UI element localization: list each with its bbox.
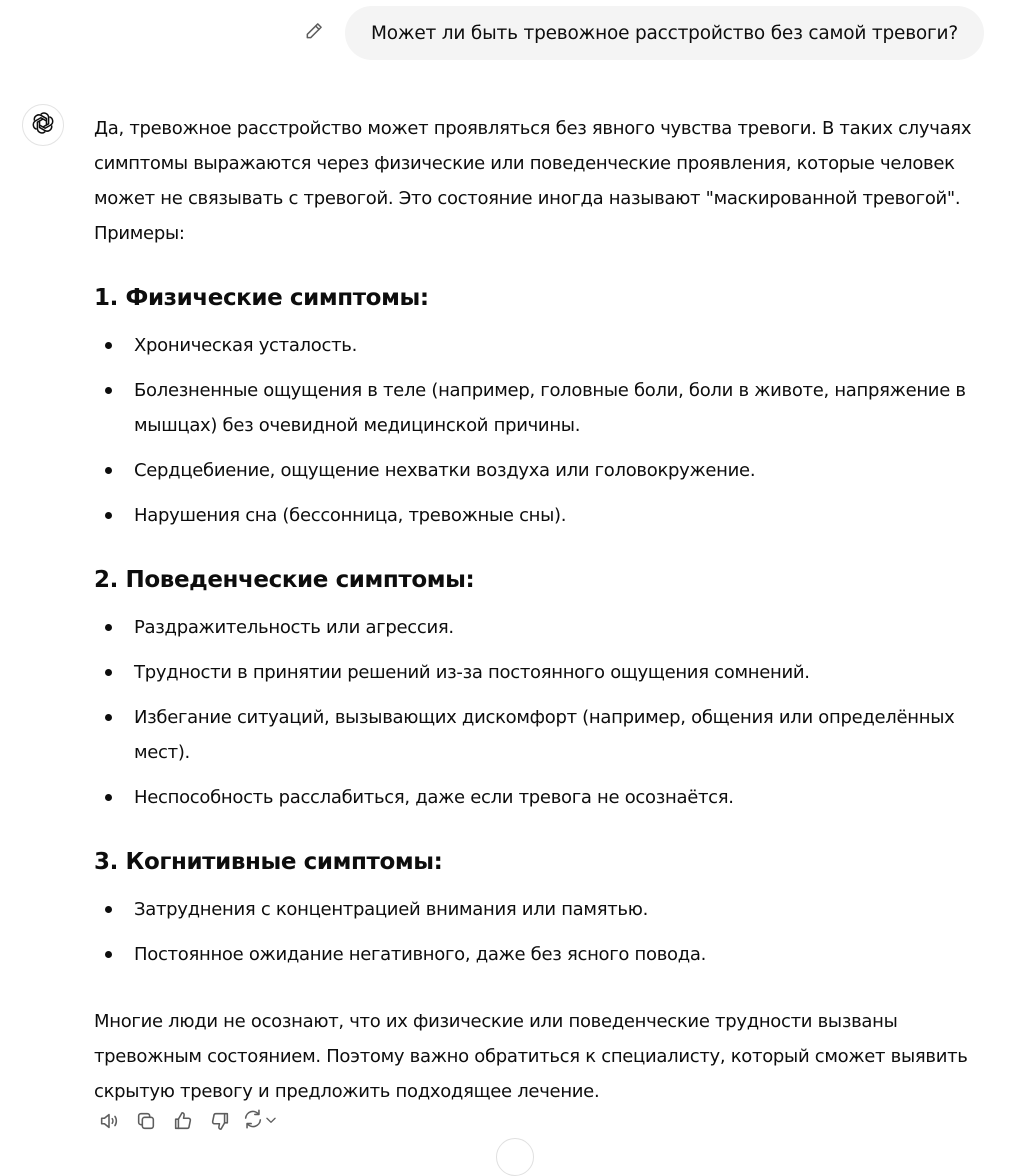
list-item: Болезненные ощущения в теле (например, головные боли, боли в животе, напряжение в мышцах) без очевидной медицинской причины. (94, 373, 974, 443)
section-heading: 1. Физические симптомы: (94, 285, 429, 311)
assistant-avatar (22, 104, 64, 146)
list-item: Хроническая усталость. (94, 328, 974, 363)
chevron-down-icon (264, 1112, 278, 1131)
refresh-icon (242, 1108, 264, 1134)
list-item: Нарушения сна (бессонница, тревожные сны). (94, 498, 974, 533)
symptom-list (94, 892, 974, 972)
copy-button[interactable] (131, 1106, 161, 1136)
list-item: Трудности в принятии решений из-за постоянного ощущения сомнений. (94, 655, 974, 690)
list-item: Постоянное ожидание негативного, даже без ясного повода. (94, 937, 974, 972)
speaker-icon (98, 1110, 120, 1132)
user-message-bubble: Может ли быть тревожное расстройство без самой тревоги? (345, 6, 984, 60)
openai-logo-icon (31, 111, 55, 139)
list-item: Неспособность расслабиться, даже если тревога не осознаётся. (94, 780, 974, 815)
message-actions (94, 1106, 278, 1136)
read-aloud-button[interactable] (94, 1106, 124, 1136)
symptom-list (94, 328, 974, 533)
user-message-row (297, 6, 984, 60)
section-heading: 2. Поведенческие симптомы: (94, 567, 475, 593)
assistant-message (94, 111, 974, 1109)
section-heading: 3. Когнитивные симптомы: (94, 849, 443, 875)
answer-intro: Да, тревожное расстройство может проявляться без явного чувства тревоги. В таких случаях симптомы выражаются через физические или поведенческие проявления, которые человек может не связывать с тревогой. Это состояние иногда называют "маскированной тревогой". Примеры: (94, 118, 972, 244)
good-response-button[interactable] (168, 1106, 198, 1136)
edit-message-button[interactable] (297, 16, 331, 50)
list-item: Избегание ситуаций, вызывающих дискомфорт (например, общения или определённых мест). (94, 700, 974, 770)
bad-response-button[interactable] (205, 1106, 235, 1136)
regenerate-button[interactable] (242, 1108, 278, 1134)
list-item: Раздражительность или агрессия. (94, 610, 974, 645)
copy-icon (135, 1110, 157, 1132)
symptom-list (94, 610, 974, 815)
thumbs-up-icon (172, 1110, 194, 1132)
list-item: Затруднения с концентрацией внимания или памятью. (94, 892, 974, 927)
list-item: Сердцебиение, ощущение нехватки воздуха или головокружение. (94, 453, 974, 488)
thumbs-down-icon (209, 1110, 231, 1132)
scroll-to-bottom-button[interactable] (496, 1138, 534, 1176)
pencil-icon (304, 21, 324, 45)
answer-conclusion: Многие люди не осознают, что их физические или поведенческие трудности вызваны тревожным состоянием. Поэтому важно обратиться к специалисту, который сможет выявить скрытую тревогу и предложить подходящее лечение. (94, 1011, 968, 1102)
